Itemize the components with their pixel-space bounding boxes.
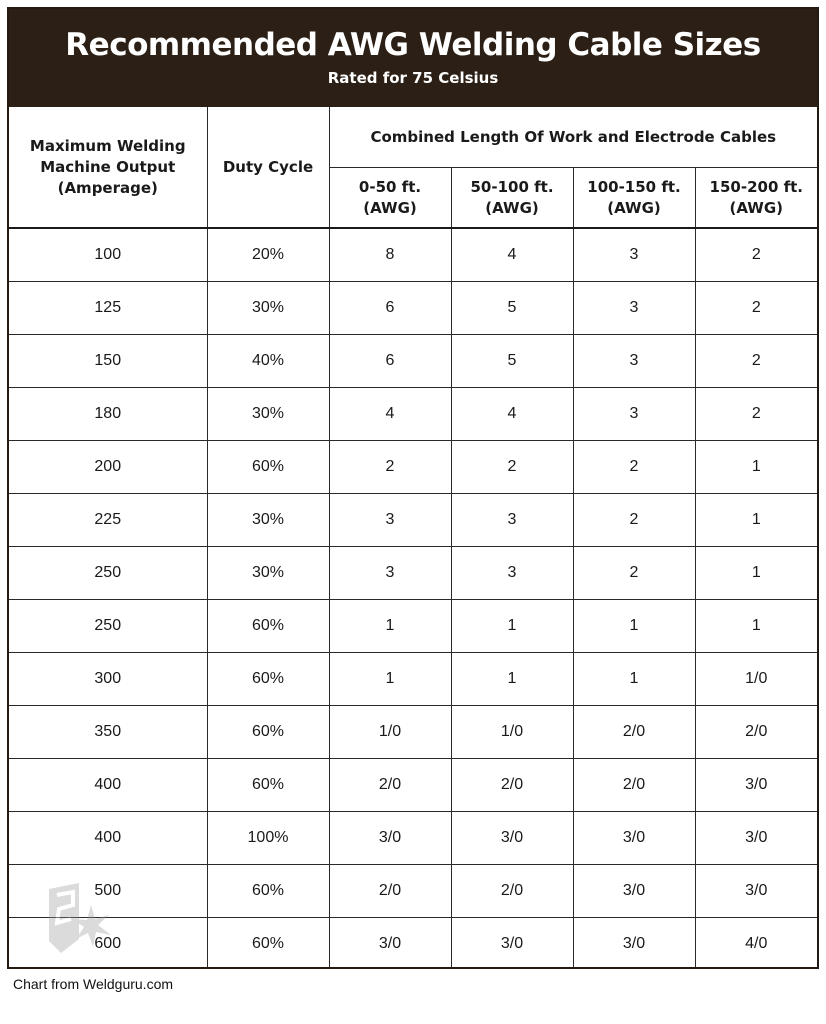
awg-100-150-cell: 3 [573, 228, 695, 282]
duty-cycle-cell: 30% [207, 388, 329, 441]
header-length-0-50: 0-50 ft. (AWG) [329, 168, 451, 229]
awg-150-200-cell: 2 [695, 388, 817, 441]
awg-150-200-cell: 1 [695, 547, 817, 600]
duty-cycle-cell: 40% [207, 335, 329, 388]
header-length-150-200: 150-200 ft. (AWG) [695, 168, 817, 229]
awg-150-200-cell: 1 [695, 600, 817, 653]
table-row [9, 228, 817, 282]
amperage-cell: 250 [9, 547, 207, 600]
awg-100-150-cell: 3 [573, 282, 695, 335]
table-row [9, 335, 817, 388]
amperage-cell: 100 [9, 228, 207, 282]
awg-150-200-cell: 2/0 [695, 706, 817, 759]
awg-100-150-cell: 1 [573, 600, 695, 653]
awg-100-150-cell: 2/0 [573, 759, 695, 812]
awg-150-200-cell: 1 [695, 494, 817, 547]
table-row [9, 653, 817, 706]
awg-50-100-cell: 2/0 [451, 865, 573, 918]
duty-cycle-cell: 60% [207, 441, 329, 494]
table-body [9, 228, 817, 969]
table-row [9, 388, 817, 441]
awg-50-100-cell: 4 [451, 388, 573, 441]
duty-cycle-cell: 60% [207, 653, 329, 706]
awg-150-200-cell: 3/0 [695, 812, 817, 865]
chart-credit: Chart from Weldguru.com [13, 976, 174, 992]
awg-150-200-cell: 1/0 [695, 653, 817, 706]
table-row [9, 918, 817, 970]
table-row [9, 600, 817, 653]
awg-50-100-cell: 3/0 [451, 812, 573, 865]
awg-100-150-cell: 3/0 [573, 865, 695, 918]
duty-cycle-cell: 60% [207, 600, 329, 653]
table-row [9, 494, 817, 547]
chart-frame [7, 7, 819, 969]
awg-100-150-cell: 2 [573, 441, 695, 494]
awg-150-200-cell: 3/0 [695, 759, 817, 812]
awg-50-100-cell: 2 [451, 441, 573, 494]
awg-50-100-cell: 1/0 [451, 706, 573, 759]
header-combined-length: Combined Length Of Work and Electrode Cables [329, 107, 817, 168]
awg-0-50-cell: 1/0 [329, 706, 451, 759]
awg-0-50-cell: 3/0 [329, 918, 451, 970]
title-banner [9, 9, 817, 107]
header-duty-cycle: Duty Cycle [207, 107, 329, 228]
awg-100-150-cell: 2 [573, 494, 695, 547]
table-row [9, 865, 817, 918]
header-amperage: Maximum Welding Machine Output (Amperage) [9, 107, 207, 228]
page-title: Recommended AWG Welding Cable Sizes [65, 27, 761, 63]
duty-cycle-cell: 30% [207, 282, 329, 335]
awg-100-150-cell: 2/0 [573, 706, 695, 759]
awg-0-50-cell: 3/0 [329, 812, 451, 865]
header-length-50-100: 50-100 ft. (AWG) [451, 168, 573, 229]
duty-cycle-cell: 100% [207, 812, 329, 865]
awg-150-200-cell: 1 [695, 441, 817, 494]
amperage-cell: 400 [9, 812, 207, 865]
awg-0-50-cell: 8 [329, 228, 451, 282]
duty-cycle-cell: 60% [207, 918, 329, 970]
table-row [9, 706, 817, 759]
awg-100-150-cell: 2 [573, 547, 695, 600]
awg-0-50-cell: 3 [329, 494, 451, 547]
page-subtitle: Rated for 75 Celsius [327, 69, 499, 87]
table-row [9, 441, 817, 494]
amperage-cell: 250 [9, 600, 207, 653]
awg-100-150-cell: 3/0 [573, 812, 695, 865]
awg-50-100-cell: 3/0 [451, 918, 573, 970]
awg-150-200-cell: 2 [695, 335, 817, 388]
amperage-cell: 600 [9, 918, 207, 970]
amperage-cell: 300 [9, 653, 207, 706]
awg-0-50-cell: 3 [329, 547, 451, 600]
table-row [9, 547, 817, 600]
awg-50-100-cell: 1 [451, 653, 573, 706]
awg-100-150-cell: 3 [573, 388, 695, 441]
awg-0-50-cell: 1 [329, 600, 451, 653]
awg-0-50-cell: 6 [329, 335, 451, 388]
awg-0-50-cell: 6 [329, 282, 451, 335]
amperage-cell: 500 [9, 865, 207, 918]
awg-150-200-cell: 2 [695, 228, 817, 282]
awg-50-100-cell: 1 [451, 600, 573, 653]
awg-150-200-cell: 4/0 [695, 918, 817, 970]
awg-50-100-cell: 3 [451, 494, 573, 547]
table-row [9, 759, 817, 812]
awg-0-50-cell: 1 [329, 653, 451, 706]
amperage-cell: 180 [9, 388, 207, 441]
duty-cycle-cell: 60% [207, 706, 329, 759]
duty-cycle-cell: 60% [207, 759, 329, 812]
header-length-100-150: 100-150 ft. (AWG) [573, 168, 695, 229]
amperage-cell: 200 [9, 441, 207, 494]
amperage-cell: 350 [9, 706, 207, 759]
awg-100-150-cell: 1 [573, 653, 695, 706]
awg-50-100-cell: 2/0 [451, 759, 573, 812]
awg-150-200-cell: 3/0 [695, 865, 817, 918]
table-row [9, 282, 817, 335]
awg-0-50-cell: 2 [329, 441, 451, 494]
awg-50-100-cell: 5 [451, 335, 573, 388]
amperage-cell: 400 [9, 759, 207, 812]
awg-50-100-cell: 4 [451, 228, 573, 282]
awg-50-100-cell: 3 [451, 547, 573, 600]
duty-cycle-cell: 30% [207, 494, 329, 547]
amperage-cell: 225 [9, 494, 207, 547]
cable-size-table [9, 107, 817, 969]
awg-150-200-cell: 2 [695, 282, 817, 335]
amperage-cell: 125 [9, 282, 207, 335]
duty-cycle-cell: 20% [207, 228, 329, 282]
duty-cycle-cell: 60% [207, 865, 329, 918]
duty-cycle-cell: 30% [207, 547, 329, 600]
awg-0-50-cell: 2/0 [329, 759, 451, 812]
amperage-cell: 150 [9, 335, 207, 388]
awg-0-50-cell: 4 [329, 388, 451, 441]
awg-0-50-cell: 2/0 [329, 865, 451, 918]
table-row [9, 812, 817, 865]
awg-50-100-cell: 5 [451, 282, 573, 335]
awg-100-150-cell: 3 [573, 335, 695, 388]
awg-100-150-cell: 3/0 [573, 918, 695, 970]
